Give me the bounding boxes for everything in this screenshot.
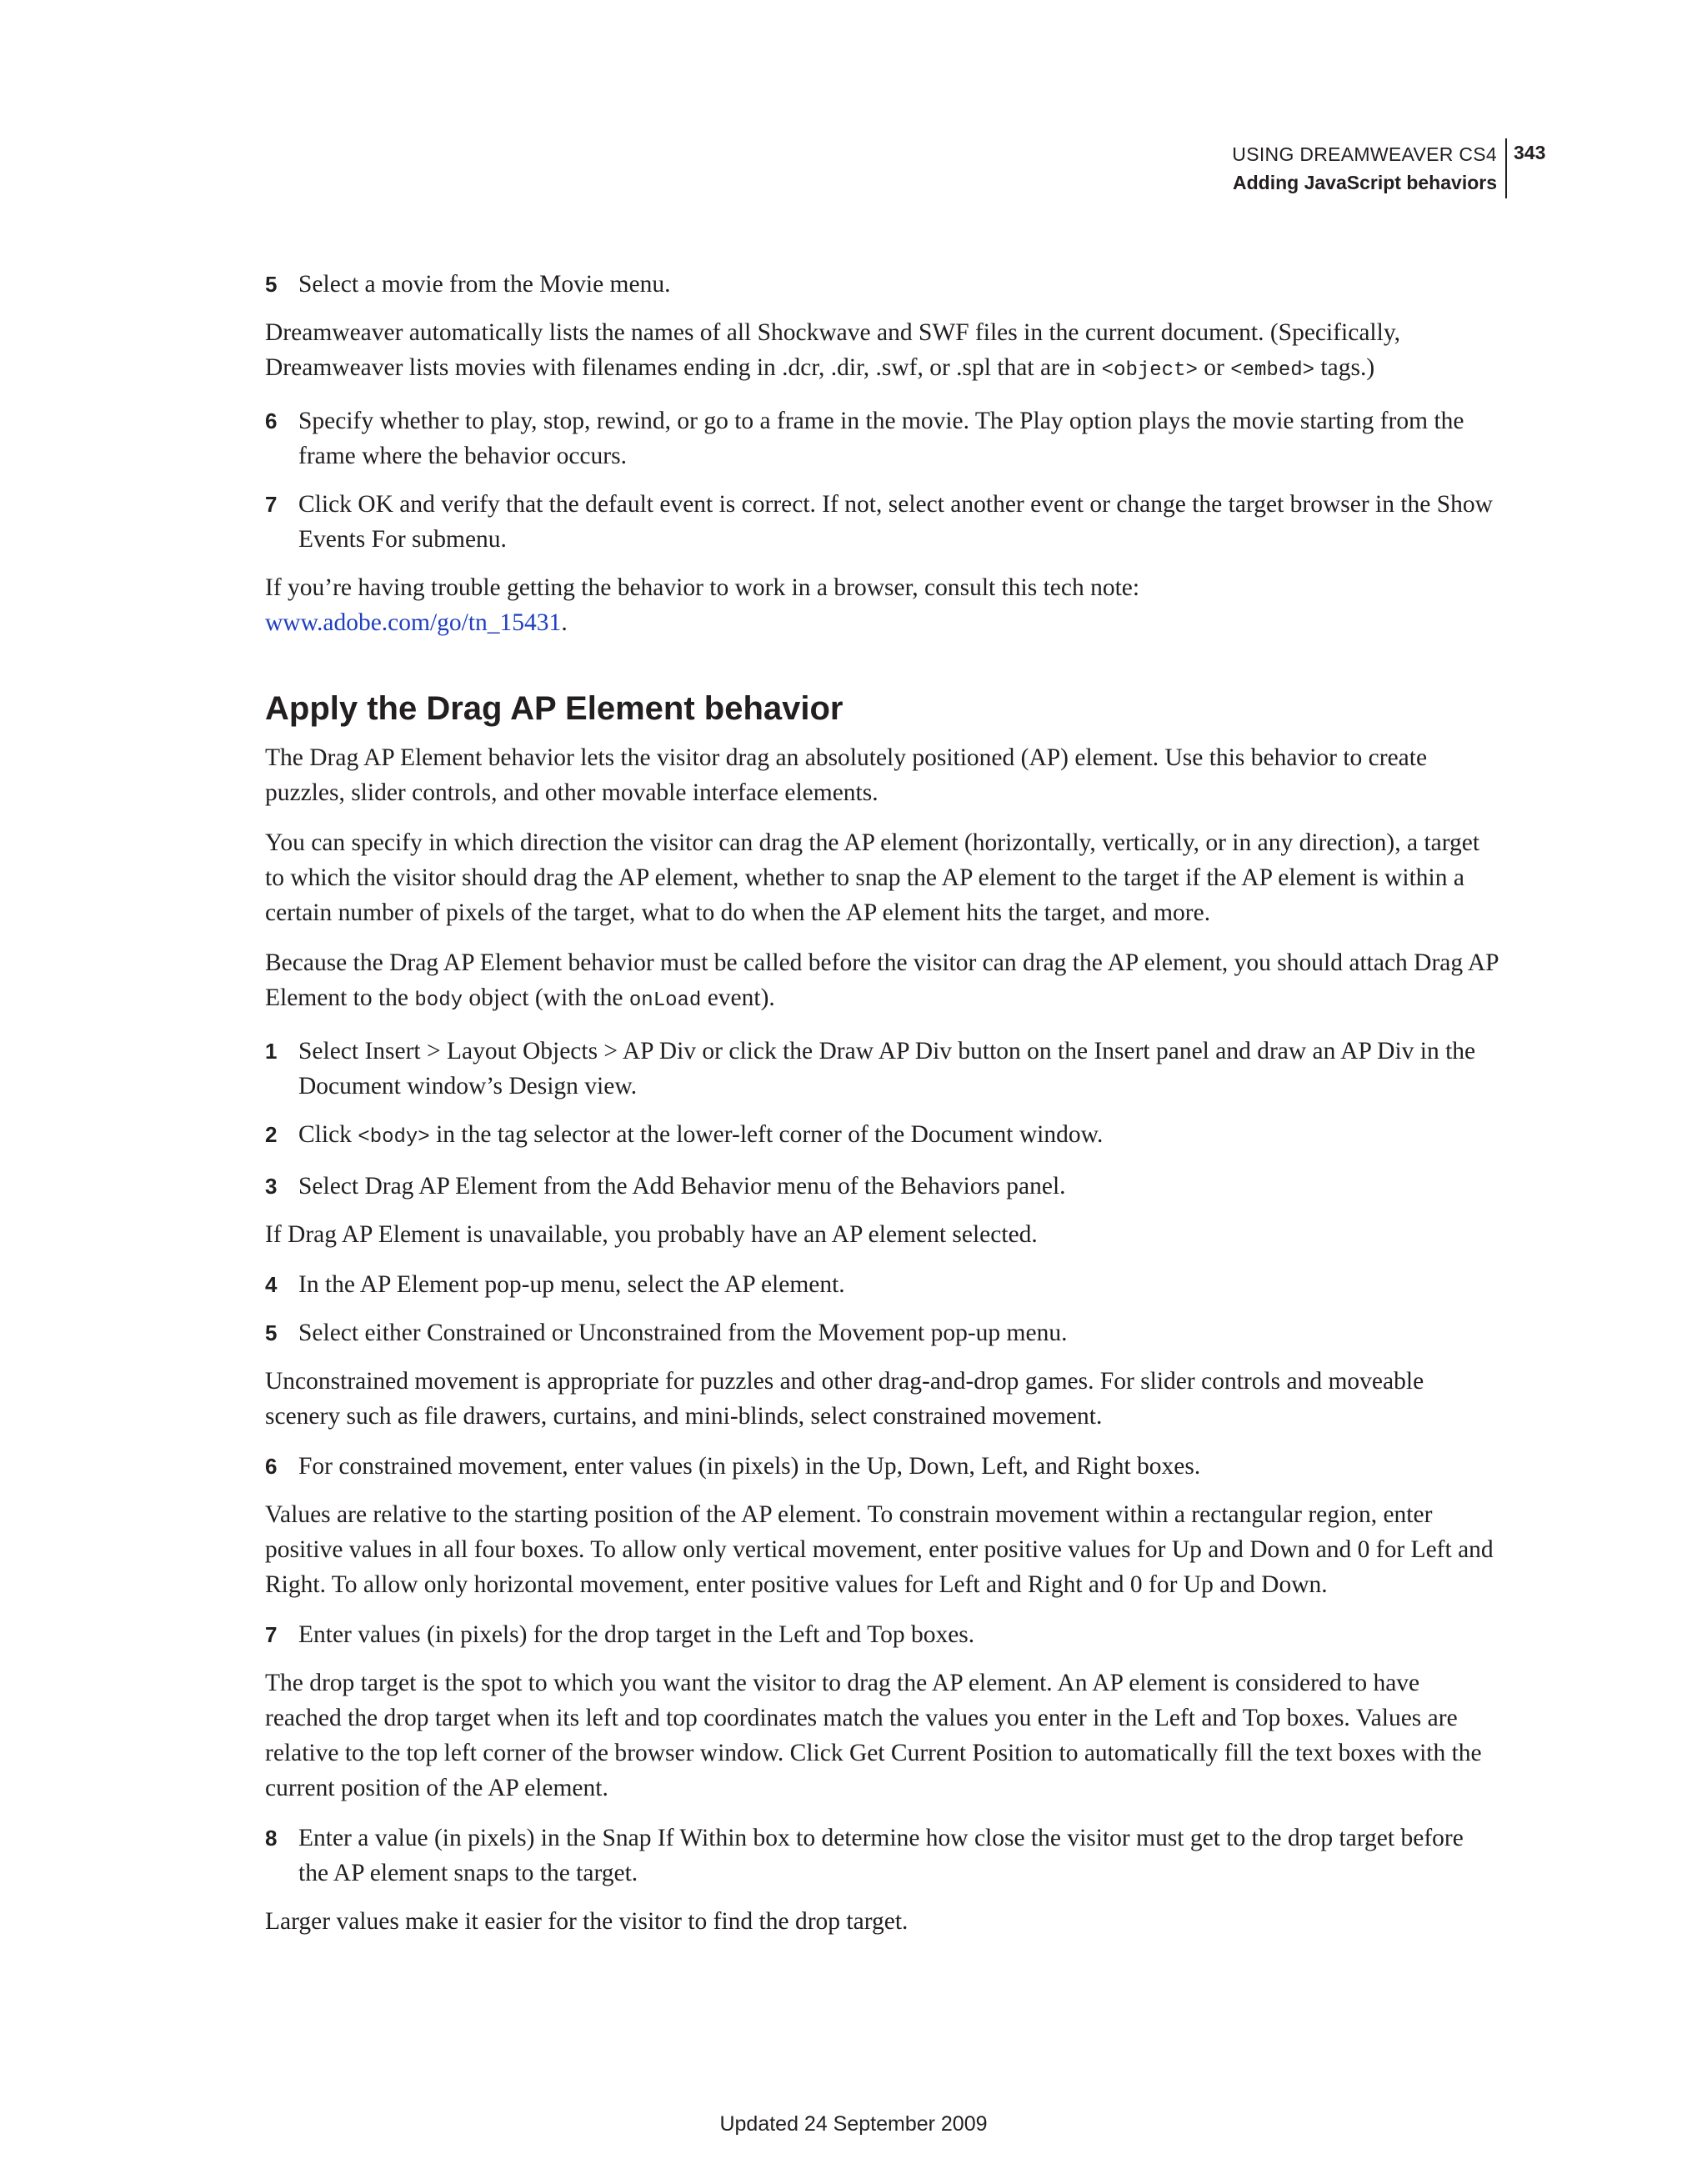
step-number: 7	[265, 1622, 278, 1647]
step-text: In the AP Element pop-up menu, select the AP element.	[298, 1271, 845, 1298]
step-5-movement	[265, 1315, 1499, 1350]
tech-note-link[interactable]: www.adobe.com/go/tn_15431	[265, 609, 562, 636]
step-number: 5	[265, 272, 278, 297]
tech-note-paragraph	[265, 570, 1499, 640]
text-run: If you’re having trouble getting the behavior to work in a browser, consult this tech note:	[265, 574, 1140, 601]
step-number: 5	[265, 1320, 278, 1345]
step-number: 2	[265, 1122, 278, 1147]
step-number: 6	[265, 408, 278, 433]
step-6-constrained-values	[265, 1449, 1499, 1484]
step-5-select-movie	[265, 267, 1499, 302]
text-run: or	[1197, 354, 1231, 381]
section-heading: Apply the Drag AP Element behavior	[265, 690, 843, 727]
section-title: Adding JavaScript behaviors	[1233, 172, 1497, 193]
step-4-select-ap-element	[265, 1267, 1499, 1302]
step-text: Enter values (in pixels) for the drop target in the Left and Top boxes.	[298, 1621, 975, 1648]
text-run: Because the Drag AP Element behavior must be called before the visitor can drag the AP element, you should attach Drag AP Element to the	[265, 949, 1499, 1011]
text-run: in the tag selector at the lower-left corner of the Document window.	[429, 1121, 1104, 1148]
step-text: Select either Constrained or Unconstrained from the Movement pop-up menu.	[298, 1320, 1068, 1346]
step-2-click-body	[265, 1117, 1499, 1155]
text-run: Dreamweaver automatically lists the names of all Shockwave and SWF files in the current document. (Specifically, Dreamweaver lists movies with filenames ending in .dcr, .dir, .swf, or .spl that are in	[265, 319, 1401, 381]
step-text	[298, 1121, 1103, 1148]
code-onload: onLoad	[628, 989, 702, 1012]
movie-list-note	[265, 315, 1499, 388]
paragraph-drop-target: The drop target is the spot to which you want the visitor to drag the AP element. An AP element is considered to have reached the drop target when its left and top coordinates match the values you enter in the Left and Top boxes. Values are relative to the top left corner of the browser window. Click Get Current Position to automatically fill the text boxes with the current position of the AP element.	[265, 1670, 1482, 1801]
text-run: object (with the	[463, 984, 629, 1011]
step-text: Select Drag AP Element from the Add Behavior menu of the Behaviors panel.	[298, 1173, 1066, 1200]
step-3-select-drag	[265, 1169, 1499, 1204]
code-embed-tag: <embed>	[1230, 359, 1315, 382]
step-text: Select a movie from the Movie menu.	[298, 271, 671, 298]
step-number: 1	[265, 1039, 278, 1064]
step-number: 6	[265, 1454, 278, 1479]
code-body: body	[414, 989, 463, 1012]
footer-updated: Updated 24 September 2009	[719, 2112, 988, 2136]
text-run: Click	[298, 1121, 358, 1148]
step-number: 7	[265, 492, 278, 517]
step-7-click-ok	[265, 487, 1499, 557]
paragraph-unconstrained: Unconstrained movement is appropriate for puzzles and other drag-and-drop games. For slider controls and moveable scenery such as file drawers, curtains, and mini-blinds, select constrained movement.	[265, 1368, 1424, 1430]
step-number: 3	[265, 1174, 278, 1199]
running-header	[974, 138, 1557, 200]
step-text: For constrained movement, enter values (in pixels) in the Up, Down, Left, and Right boxes.	[298, 1453, 1201, 1480]
paragraph-unavailable: If Drag AP Element is unavailable, you probably have an AP element selected.	[265, 1221, 1038, 1248]
step-text: Select Insert > Layout Objects > AP Div or click the Draw AP Div button on the Insert panel and draw an AP Div in the Document window’s Design view.	[298, 1038, 1476, 1100]
step-text: Enter a value (in pixels) in the Snap If Within box to determine how close the visitor must get to the drop target before the AP element snaps to the target.	[298, 1825, 1464, 1886]
step-8-snap-if-within	[265, 1821, 1499, 1891]
text-run: .	[561, 609, 568, 636]
paragraph-larger-values: Larger values make it easier for the visitor to find the drop target.	[265, 1908, 909, 1935]
paragraph-options: You can specify in which direction the visitor can drag the AP element (horizontally, vertically, or in any direction), a target to which the visitor should drag the AP element, whether to snap the AP element to the target if the AP element is within a certain number of pixels of the target, what to do when the AP element hits the target, and more.	[265, 829, 1480, 926]
page-number: 343	[1514, 142, 1546, 163]
code-body-tag: <body>	[358, 1126, 430, 1149]
step-number: 4	[265, 1272, 278, 1297]
step-number: 8	[265, 1826, 278, 1851]
paragraph-intro: The Drag AP Element behavior lets the visitor drag an absolutely positioned (AP) element. Use this behavior to create puzzles, slider controls, and other movable interface elements.	[265, 744, 1428, 806]
step-7-drop-target	[265, 1617, 1499, 1652]
text-run: event).	[701, 984, 775, 1011]
text-run: tags.)	[1314, 354, 1375, 381]
paragraph-relative-values: Values are relative to the starting position of the AP element. To constrain movement within a rectangular region, enter positive values in all four boxes. To allow only vertical movement, enter positive values for Up and Down and 0 for Left and Right. To allow only horizontal movement, enter positive values for Left and Right and 0 for Up and Down.	[265, 1501, 1494, 1598]
step-1-insert-ap-div	[265, 1034, 1499, 1104]
step-text: Click OK and verify that the default event is correct. If not, select another event or change the target browser in the Show Events For submenu.	[298, 491, 1493, 553]
step-6-specify-action	[265, 403, 1499, 473]
paragraph-attach	[265, 945, 1499, 1019]
code-object-tag: <object>	[1101, 359, 1198, 382]
page-body	[265, 267, 1499, 1954]
step-text: Specify whether to play, stop, rewind, or go to a frame in the movie. The Play option plays the movie starting from the frame where the behavior occurs.	[298, 408, 1464, 469]
header-divider	[1505, 138, 1507, 198]
chapter-title: USING DREAMWEAVER CS4	[1232, 143, 1497, 165]
